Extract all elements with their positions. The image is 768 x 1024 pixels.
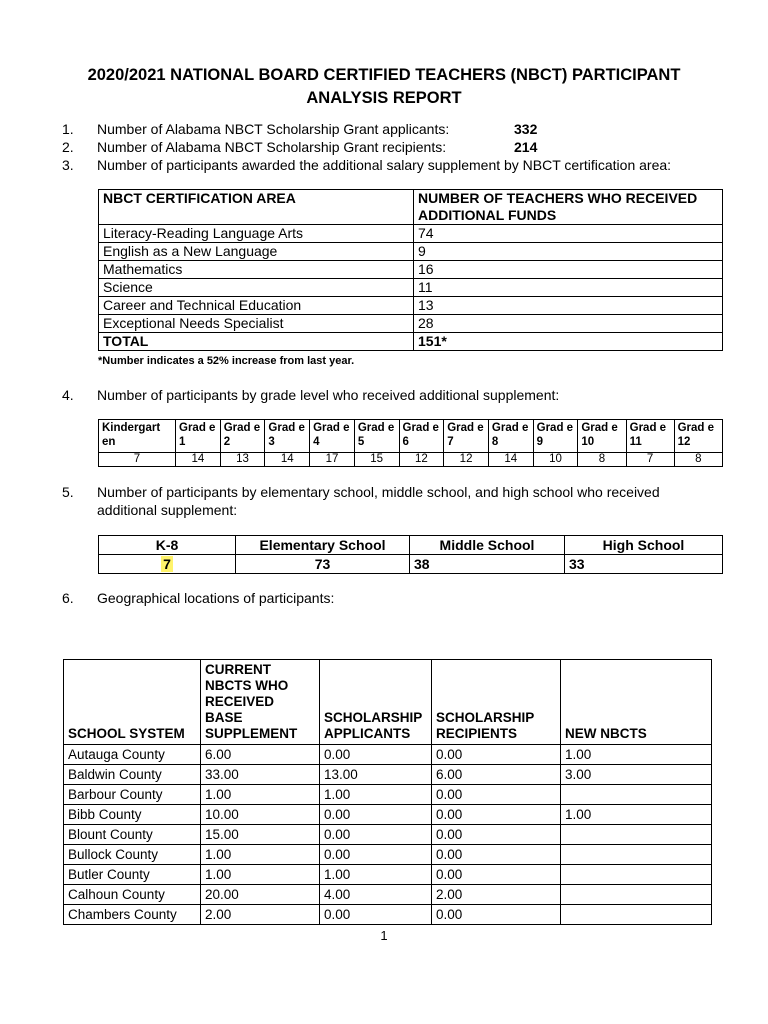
table-cell: 20.00 bbox=[201, 885, 320, 905]
column-header: K-8 bbox=[99, 536, 236, 555]
table-cell: 74 bbox=[414, 225, 723, 243]
column-header: Grad e 12 bbox=[674, 420, 722, 453]
table-cell: 12 bbox=[399, 453, 444, 467]
table-cell: 38 bbox=[410, 555, 565, 574]
column-header: NEW NBCTS bbox=[561, 660, 712, 745]
table-cell: 13 bbox=[414, 297, 723, 315]
column-header: Kindergart en bbox=[99, 420, 176, 453]
highlighted-value: 7 bbox=[163, 556, 171, 572]
table-cell: 13 bbox=[220, 453, 265, 467]
table-cell: Career and Technical Education bbox=[99, 297, 414, 315]
table-cell: 14 bbox=[265, 453, 310, 467]
item-number: 5. bbox=[62, 484, 74, 500]
table-cell: 1.00 bbox=[201, 785, 320, 805]
item-text: Number of Alabama NBCT Scholarship Grant recipients: bbox=[97, 139, 447, 155]
table-cell: Blount County bbox=[64, 825, 201, 845]
table-cell: 0.00 bbox=[320, 745, 432, 765]
column-header: Grad e 3 bbox=[265, 420, 310, 453]
certification-area-table bbox=[98, 189, 723, 351]
table-cell: 17 bbox=[310, 453, 355, 467]
table-cell: Calhoun County bbox=[64, 885, 201, 905]
table-cell: Autauga County bbox=[64, 745, 201, 765]
table-row bbox=[99, 315, 723, 333]
table-cell: 13.00 bbox=[320, 765, 432, 785]
table-cell bbox=[561, 885, 712, 905]
table-cell: 12 bbox=[444, 453, 489, 467]
table-row bbox=[99, 261, 723, 279]
table-cell: 7 bbox=[99, 453, 176, 467]
total-row bbox=[99, 333, 723, 351]
table-row bbox=[64, 865, 712, 885]
table-cell: Literacy-Reading Language Arts bbox=[99, 225, 414, 243]
table-cell: 6.00 bbox=[432, 765, 561, 785]
table-cell: English as a New Language bbox=[99, 243, 414, 261]
table-cell: 4.00 bbox=[320, 885, 432, 905]
table-cell: 14 bbox=[176, 453, 221, 467]
table-cell: 1.00 bbox=[561, 805, 712, 825]
school-level-table bbox=[98, 535, 723, 574]
table-header-row bbox=[99, 536, 723, 555]
item-number: 6. bbox=[62, 590, 74, 606]
table-cell: 0.00 bbox=[432, 905, 561, 925]
item-text: Number of participants awarded the additional salary supplement by NBCT certification area: bbox=[97, 157, 672, 173]
table-cell: 10.00 bbox=[201, 805, 320, 825]
table-cell: 7 bbox=[626, 453, 674, 467]
column-header: Grad e 6 bbox=[399, 420, 444, 453]
table-row bbox=[99, 555, 723, 574]
page-number: 1 bbox=[380, 928, 388, 943]
table-cell: 6.00 bbox=[201, 745, 320, 765]
table-cell: Butler County bbox=[64, 865, 201, 885]
table-cell: Baldwin County bbox=[64, 765, 201, 785]
table-row bbox=[99, 243, 723, 261]
table-cell: 2.00 bbox=[432, 885, 561, 905]
table-row bbox=[64, 845, 712, 865]
table-cell: 0.00 bbox=[432, 845, 561, 865]
item-1 bbox=[62, 120, 538, 138]
item-text: Number of Alabama NBCT Scholarship Grant applicants: bbox=[97, 121, 450, 137]
table-cell: 0.00 bbox=[320, 805, 432, 825]
table-cell: 3.00 bbox=[561, 765, 712, 785]
table-cell: 0.00 bbox=[320, 905, 432, 925]
column-header: Grad e 8 bbox=[488, 420, 533, 453]
table-row bbox=[64, 825, 712, 845]
item-5 bbox=[62, 483, 682, 519]
table-cell: 0.00 bbox=[320, 845, 432, 865]
table-cell: 1.00 bbox=[320, 865, 432, 885]
table-cell: Mathematics bbox=[99, 261, 414, 279]
item-3 bbox=[62, 156, 671, 174]
table-header-row bbox=[99, 190, 723, 225]
table-cell: 0.00 bbox=[320, 825, 432, 845]
column-header: SCHOOL SYSTEM bbox=[64, 660, 201, 745]
column-header: Grad e 7 bbox=[444, 420, 489, 453]
table-row bbox=[99, 225, 723, 243]
column-header: Grad e 5 bbox=[354, 420, 399, 453]
table-cell: 1.00 bbox=[320, 785, 432, 805]
table-cell: 0.00 bbox=[432, 785, 561, 805]
table-cell: 9 bbox=[414, 243, 723, 261]
geographic-table bbox=[63, 659, 712, 925]
table-cell bbox=[99, 555, 236, 574]
table-cell bbox=[561, 865, 712, 885]
table-row bbox=[64, 805, 712, 825]
table-cell: Bibb County bbox=[64, 805, 201, 825]
table-cell: Barbour County bbox=[64, 785, 201, 805]
column-header: NUMBER OF TEACHERS WHO RECEIVED ADDITIONAL FUNDS bbox=[414, 190, 723, 225]
item-4 bbox=[62, 386, 559, 404]
grade-level-table bbox=[98, 419, 723, 467]
table-cell: 1.00 bbox=[201, 865, 320, 885]
table-cell: 33.00 bbox=[201, 765, 320, 785]
table-header-row bbox=[99, 420, 723, 453]
table-cell: 1.00 bbox=[201, 845, 320, 865]
column-header: Grad e 2 bbox=[220, 420, 265, 453]
column-header: SCHOLARSHIP APPLICANTS bbox=[320, 660, 432, 745]
column-header: NBCT CERTIFICATION AREA bbox=[99, 190, 414, 225]
table-cell bbox=[561, 785, 712, 805]
table-cell bbox=[561, 905, 712, 925]
table-cell: 0.00 bbox=[432, 745, 561, 765]
table-cell: 28 bbox=[414, 315, 723, 333]
table-cell bbox=[561, 825, 712, 845]
table-row bbox=[99, 453, 723, 467]
footnote: *Number indicates a 52% increase from last year. bbox=[98, 355, 355, 367]
table-cell: Chambers County bbox=[64, 905, 201, 925]
column-header: Grad e 9 bbox=[533, 420, 578, 453]
item-text: Number of participants by grade level who received additional supplement: bbox=[97, 387, 560, 403]
total-value: 151* bbox=[414, 333, 723, 351]
table-cell: 8 bbox=[674, 453, 722, 467]
item-2 bbox=[62, 138, 538, 156]
item-number: 1. bbox=[62, 121, 74, 137]
column-header: Grad e 4 bbox=[310, 420, 355, 453]
table-cell: 15.00 bbox=[201, 825, 320, 845]
table-cell: 16 bbox=[414, 261, 723, 279]
column-header: CURRENT NBCTS WHO RECEIVED BASE SUPPLEMENT bbox=[201, 660, 320, 745]
table-row bbox=[64, 905, 712, 925]
table-header-row bbox=[64, 660, 712, 745]
column-header: Grad e 10 bbox=[578, 420, 626, 453]
table-row bbox=[99, 279, 723, 297]
table-cell: Exceptional Needs Specialist bbox=[99, 315, 414, 333]
applicants-count: 332 bbox=[514, 121, 538, 137]
table-row bbox=[99, 297, 723, 315]
table-cell: 0.00 bbox=[432, 805, 561, 825]
total-label: TOTAL bbox=[99, 333, 414, 351]
table-cell: 2.00 bbox=[201, 905, 320, 925]
table-cell: 1.00 bbox=[561, 745, 712, 765]
table-cell: 8 bbox=[578, 453, 626, 467]
table-cell: 10 bbox=[533, 453, 578, 467]
table-cell: 15 bbox=[354, 453, 399, 467]
column-header: Elementary School bbox=[236, 536, 410, 555]
table-cell: 0.00 bbox=[432, 825, 561, 845]
table-row bbox=[64, 765, 712, 785]
item-text: Geographical locations of participants: bbox=[97, 590, 335, 606]
table-cell: Science bbox=[99, 279, 414, 297]
table-row bbox=[64, 885, 712, 905]
item-number: 2. bbox=[62, 139, 74, 155]
table-cell: Bullock County bbox=[64, 845, 201, 865]
column-header: Grad e 11 bbox=[626, 420, 674, 453]
table-row bbox=[64, 745, 712, 765]
table-cell: 0.00 bbox=[432, 865, 561, 885]
item-text: Number of participants by elementary school, middle school, and high school who received additional supplement: bbox=[97, 484, 660, 518]
column-header: Middle School bbox=[410, 536, 565, 555]
recipients-count: 214 bbox=[514, 139, 538, 155]
report-title: 2020/2021 NATIONAL BOARD CERTIFIED TEACHERS (NBCT) PARTICIPANT ANALYSIS REPORT bbox=[87, 66, 681, 107]
table-cell: 73 bbox=[236, 555, 410, 574]
table-cell bbox=[561, 845, 712, 865]
item-number: 3. bbox=[62, 157, 74, 173]
table-cell: 14 bbox=[488, 453, 533, 467]
column-header: SCHOLARSHIP RECIPIENTS bbox=[432, 660, 561, 745]
column-header: Grad e 1 bbox=[176, 420, 221, 453]
column-header: High School bbox=[565, 536, 723, 555]
item-6 bbox=[62, 589, 334, 607]
table-row bbox=[64, 785, 712, 805]
item-number: 4. bbox=[62, 387, 74, 403]
table-cell: 33 bbox=[565, 555, 723, 574]
table-cell: 11 bbox=[414, 279, 723, 297]
